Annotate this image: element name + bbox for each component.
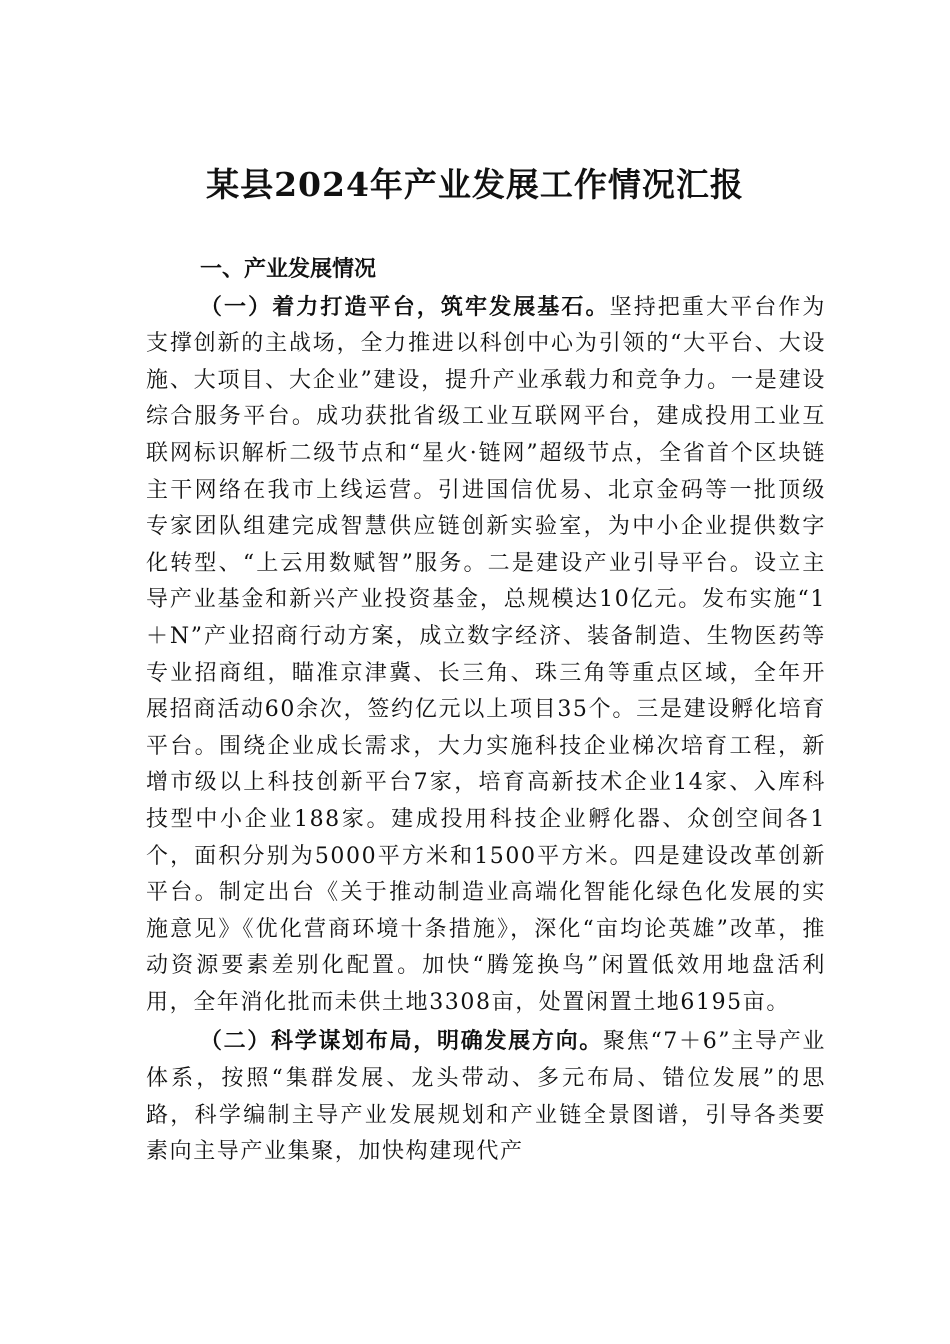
section-heading: 一、产业发展情况 [200,257,377,282]
document-title: 某县2024年产业发展工作情况汇报 [206,165,744,204]
paragraph-2-lead: （二）科学谋划布局，明确发展方向。 [199,1028,604,1055]
document-body [146,252,826,1171]
paragraph-2 [146,1023,826,1170]
paragraph-1-text: 坚持把重大平台作为支撑创新的主战场，全力推进以科创中心为引领的“大平台、大设施、大项目、大企业”建设，提升产业承载力和竞争力。一是建设综合服务平台。成功获批省级工业互联网平台，建成投用工业互联网标识解析二级节点和“星火·链网”超级节点，全省首个区块链主干网络在我市上线运营。引进国信优易、北京金码等一批顶级专家团队组建完成智慧供应链创新实验室，为中小企业提供数字化转型、“上云用数赋智”服务。二是建设产业引导平台。设立主导产业基金和新兴产业投资基金，总规模达10亿元。发布实施“1＋N”产业招商行动方案，成立数字经济、装备制造、生物医药等专业招商组，瞄准京津冀、长三角、珠三角等重点区域，全年开展招商活动60余次，签约亿元以上项目35个。三是建设孵化培育平台。围绕企业成长需求，大力实施科技企业梯次培育工程，新增市级以上科技创新平台7家，培育高新技术企业14家、入库科技型中小企业188家。建成投用科技企业孵化器、众创空间各1个，面积分别为5000平方米和1500平方米。四是建设改革创新平台。制定出台《关于推动制造业高端化智能化绿色化发展的实施意见》《优化营商环境十条措施》，深化“亩均论英雄”改革，推动资源要素差别化配置。加快“腾笼换鸟”闲置低效用地盘活利用，全年消化批而未供土地3308亩，处置闲置土地6195亩。 [146,294,826,1015]
paragraph-1 [146,289,826,1022]
paragraph-1-lead: （一）着力打造平台，筑牢发展基石。 [199,293,610,320]
paragraph-2-text: 聚焦“7＋6”主导产业体系，按照“集群发展、龙头带动、多元布局、错位发展”的思路，科学编制主导产业发展规划和产业链全景图谱，引导各类要素向主导产业集聚，加快构建现代产 [146,1029,827,1165]
